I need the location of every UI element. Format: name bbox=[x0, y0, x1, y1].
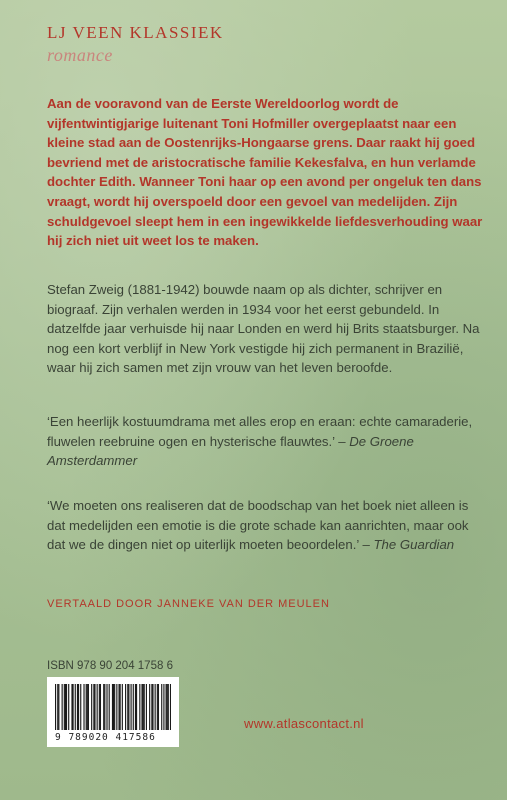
quote-source: De Groene Amsterdammer bbox=[47, 433, 414, 469]
quote-text: ‘Een heerlijk kostuumdrama met alles erop en eraan: echte camaraderie, fluwelen reebruine ogen en hysterische flauwtes.’ – bbox=[47, 414, 473, 449]
barcode-box bbox=[47, 677, 179, 747]
genre-label: romance bbox=[47, 45, 113, 65]
blurb-text: Aan de vooravond van de Eerste Wereldoorlog wordt de vijfentwintigjarige luitenant Toni Hofmiller overgeplaatst naar een kleine stad aan de Oostenrijks-Hongaarse grens. Daar raakt hij goed bevriend met de aristocratische familie Kekesfalva, en hun verlamde dochter Edith. Wanneer Toni haar op een avond per ongeluk ten dans vraagt, wordt hij overspoeld door een gevoel van medelijden. Zijn schuldgevoel sleept hem in een ingewikkelde liefdesverhouding waar hij zich niet uit weet los te maken. bbox=[47, 96, 483, 249]
quote-text: ‘We moeten ons realiseren dat de boodschap van het boek niet alleen is dat medelijden een emotie is die grote schade kan aanrichten, maar ook dat we de dingen niet op uiterlijk moeten beoordelen.’ – bbox=[47, 498, 469, 553]
translator-credit: VERTAALD DOOR JANNEKE VAN DER MEULEN bbox=[47, 598, 330, 610]
isbn-number: ISBN 978 90 204 1758 6 bbox=[47, 660, 173, 672]
author-bio: Stefan Zweig (1881-1942) bouwde naam op als dichter, schrijver en biograaf. Zijn verhalen werden in 1934 voor het eerst gebundeld. In datzelfde jaar verhuisde hij naar Londen en werd hij Brits staatsburger. Na nog een kort verblijf in New York vestigde hij zich permanent in Brazilië, waar hij zich samen met zijn vrouw van het leven beroofde. bbox=[47, 282, 480, 376]
series-title: LJ VEEN KLASSIEK bbox=[47, 23, 224, 42]
barcode-digits: 9 789020 417586 bbox=[55, 732, 156, 743]
barcode-icon bbox=[55, 684, 171, 730]
review-quote bbox=[47, 496, 487, 555]
publisher-url[interactable]: www.atlascontact.nl bbox=[244, 716, 364, 731]
review-quote bbox=[47, 412, 487, 471]
quote-source: The Guardian bbox=[373, 537, 455, 553]
